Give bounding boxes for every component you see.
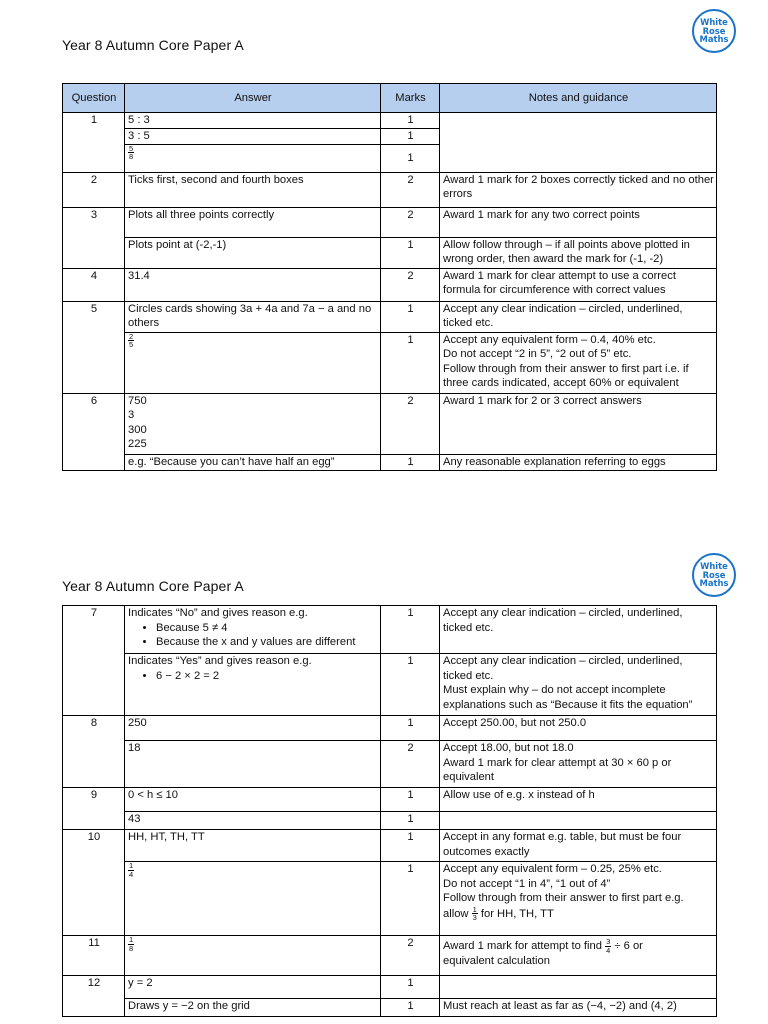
marks-cell: 1: [381, 716, 440, 741]
answer-cell: Plots point at (-2,-1): [125, 237, 381, 268]
question-number: 12: [63, 976, 125, 1017]
notes-cell: Accept any clear indication – circled, underlined, ticked etc.: [440, 606, 717, 654]
fraction: $\frac{2}{5}$: [129, 332, 134, 350]
table-row: [63, 812, 717, 830]
fraction: $\frac{1}{4}$: [129, 861, 134, 879]
notes-cell: Any reasonable explanation referring to eggs: [440, 454, 717, 470]
table-row: [63, 207, 717, 237]
notes-cell: [440, 741, 717, 788]
question-number: 1: [63, 113, 125, 173]
marks-cell: 1: [381, 830, 440, 862]
question-number: 10: [63, 830, 125, 936]
answer-cell: 250: [125, 716, 381, 741]
table-row: [63, 172, 717, 207]
marks-cell: 1: [381, 454, 440, 470]
table-row: [63, 830, 717, 862]
table-row: [63, 976, 717, 999]
notes-cell: [440, 936, 717, 976]
note-line: Accept any equivalent form – 0.25, 25% etc.: [443, 863, 662, 875]
marks-cell: 1: [381, 237, 440, 268]
header-answer: Answer: [125, 84, 381, 113]
answer-cell: Plots all three points correctly: [125, 207, 381, 237]
table-row: [63, 654, 717, 716]
marks-cell: 1: [381, 999, 440, 1017]
table-row: [63, 237, 717, 268]
notes-cell: Accept any clear indication – circled, underlined, ticked etc.: [440, 301, 717, 332]
note-line: Follow through from their answer to first part i.e. if three cards indicated, accept 60% or equivalent: [443, 362, 689, 390]
notes-cell: Accept 250.00, but not 250.0: [440, 716, 717, 741]
table-row: [63, 936, 717, 976]
bullet-list: [128, 621, 378, 650]
notes-cell: Award 1 mark for 2 boxes correctly ticked and no other errors: [440, 172, 717, 207]
notes-cell: [440, 332, 717, 393]
logo-text: Rose: [702, 25, 726, 36]
question-number: 6: [63, 393, 125, 470]
notes-cell: [440, 113, 717, 173]
marks-cell: 1: [381, 128, 440, 144]
bullet-item: • Because 5 ≠ 4: [156, 621, 378, 636]
answer-cell: 43: [125, 812, 381, 830]
answer-cell: 31.4: [125, 268, 381, 301]
note-line: Accept any equivalent form – 0.4, 40% etc.: [443, 333, 656, 346]
marks-cell: 1: [381, 862, 440, 936]
answer-cell: [125, 393, 381, 454]
fraction: $\frac{5}{8}$: [129, 144, 134, 162]
question-number: 2: [63, 172, 125, 207]
note-line: allow $\frac{1}{3}$ for HH, TH, TT: [443, 904, 554, 923]
marks-cell: 2: [381, 741, 440, 788]
marks-cell: 2: [381, 936, 440, 976]
answer-cell: [125, 862, 381, 936]
notes-cell: [440, 976, 717, 999]
answer-cell: 3 : 5: [125, 128, 381, 144]
mark-scheme-table: [62, 83, 717, 471]
question-number: 9: [63, 788, 125, 830]
question-number: 5: [63, 301, 125, 393]
table-row: [63, 454, 717, 470]
note-line: Do not accept “1 in 4”, “1 out of 4”: [443, 877, 611, 890]
bullet-list: [128, 669, 378, 684]
table-row: [63, 301, 717, 332]
header-notes: Notes and guidance: [440, 84, 717, 113]
note-line: Accept any clear indication – circled, underlined, ticked etc.: [443, 655, 683, 682]
marks-cell: 1: [381, 812, 440, 830]
answer-cell: 18: [125, 741, 381, 788]
notes-cell: [440, 654, 717, 716]
notes-cell: Allow use of e.g. x instead of h: [440, 788, 717, 812]
table-row: [63, 393, 717, 454]
page-title: Year 8 Autumn Core Paper A: [62, 37, 244, 53]
white-rose-maths-logo: [692, 9, 736, 53]
note-line: Must explain why – do not accept incomplete explanations such as “Because it fits the equation”: [443, 684, 693, 711]
table-header-row: [63, 84, 717, 113]
answer-cell: y = 2: [125, 976, 381, 999]
answer-line: Indicates “Yes” and gives reason e.g.: [128, 655, 312, 667]
note-line: equivalent calculation: [443, 955, 550, 967]
notes-cell: Allow follow through – if all points above plotted in wrong order, then award the mark for (-1, -2): [440, 237, 717, 268]
answer-line: 225: [128, 438, 147, 451]
answer-cell: [125, 936, 381, 976]
question-number: 11: [63, 936, 125, 976]
table-row: [63, 788, 717, 812]
notes-cell: [440, 812, 717, 830]
notes-cell: [440, 862, 717, 936]
header-question: Question: [63, 84, 125, 113]
question-number: 4: [63, 268, 125, 301]
notes-cell: Accept in any format e.g. table, but must be four outcomes exactly: [440, 830, 717, 862]
marks-cell: 2: [381, 207, 440, 237]
answer-cell: Ticks first, second and fourth boxes: [125, 172, 381, 207]
marks-cell: 1: [381, 606, 440, 654]
answer-cell: Draws y = −2 on the grid: [125, 999, 381, 1017]
notes-cell: Award 1 mark for any two correct points: [440, 207, 717, 237]
bullet-item: • 6 − 2 × 2 = 2: [156, 669, 378, 684]
table-row: [63, 606, 717, 654]
marks-cell: 1: [381, 332, 440, 393]
notes-cell: Award 1 mark for 2 or 3 correct answers: [440, 393, 717, 454]
table-row: [63, 862, 717, 936]
answer-cell: HH, HT, TH, TT: [125, 830, 381, 862]
table-row: [63, 716, 717, 741]
marks-cell: 2: [381, 172, 440, 207]
marks-cell: 1: [381, 113, 440, 129]
table-row: [63, 999, 717, 1017]
table-row: [63, 332, 717, 393]
table-row: [63, 741, 717, 788]
answer-cell: [125, 606, 381, 654]
answer-cell: Circles cards showing 3a + 4a and 7a − a and no others: [125, 301, 381, 332]
notes-cell: Award 1 mark for clear attempt to use a correct formula for circumference with correct values: [440, 268, 717, 301]
question-number: 7: [63, 606, 125, 716]
logo-text: White: [700, 17, 728, 28]
note-line: Award 1 mark for attempt to find $\frac{3}{4}$ ÷ 6 or: [443, 937, 643, 955]
note-line: Accept 18.00, but not 18.0: [443, 742, 574, 754]
page-title: Year 8 Autumn Core Paper A: [62, 578, 244, 594]
fraction: $\frac{3}{4}$: [606, 937, 611, 955]
logo-text: Rose: [702, 569, 726, 580]
marks-cell: 1: [381, 976, 440, 999]
note-line: Award 1 mark for clear attempt at 30 × 60 p or equivalent: [443, 756, 672, 784]
bullet-item: • Because the x and y values are different: [156, 635, 378, 650]
marks-cell: 2: [381, 268, 440, 301]
mark-scheme-table: [62, 605, 717, 1017]
answer-cell: [125, 332, 381, 393]
answer-cell: [125, 654, 381, 716]
note-line: Follow through from their answer to first part e.g.: [443, 892, 684, 905]
marks-cell: 1: [381, 788, 440, 812]
logo-text: Maths: [699, 34, 729, 45]
answer-line: 750: [128, 394, 147, 407]
notes-cell: Must reach at least as far as (−4, −2) and (4, 2): [440, 999, 717, 1017]
table-row: [63, 268, 717, 301]
header-marks: Marks: [381, 84, 440, 113]
question-number: 3: [63, 207, 125, 268]
marks-cell: 1: [381, 654, 440, 716]
answer-line: 300: [128, 423, 147, 436]
logo-text: White: [700, 561, 728, 572]
answer-cell: 5 : 3: [125, 113, 381, 129]
marks-cell: 1: [381, 144, 440, 172]
answer-line: 3: [128, 409, 135, 422]
fraction: $\frac{1}{8}$: [129, 935, 134, 953]
answer-cell: [125, 144, 381, 172]
table-row: [63, 113, 717, 129]
question-number: 8: [63, 716, 125, 788]
note-line: Do not accept “2 in 5”, “2 out of 5” etc.: [443, 348, 632, 361]
answer-cell: e.g. “Because you can’t have half an egg”: [125, 454, 381, 470]
white-rose-maths-logo: [692, 553, 736, 597]
logo-text: Maths: [699, 578, 729, 589]
answer-line: Indicates “No” and gives reason e.g.: [128, 607, 308, 619]
marks-cell: 2: [381, 393, 440, 454]
fraction: $\frac{1}{3}$: [472, 904, 477, 923]
marks-cell: 1: [381, 301, 440, 332]
answer-cell: 0 < h ≤ 10: [125, 788, 381, 812]
